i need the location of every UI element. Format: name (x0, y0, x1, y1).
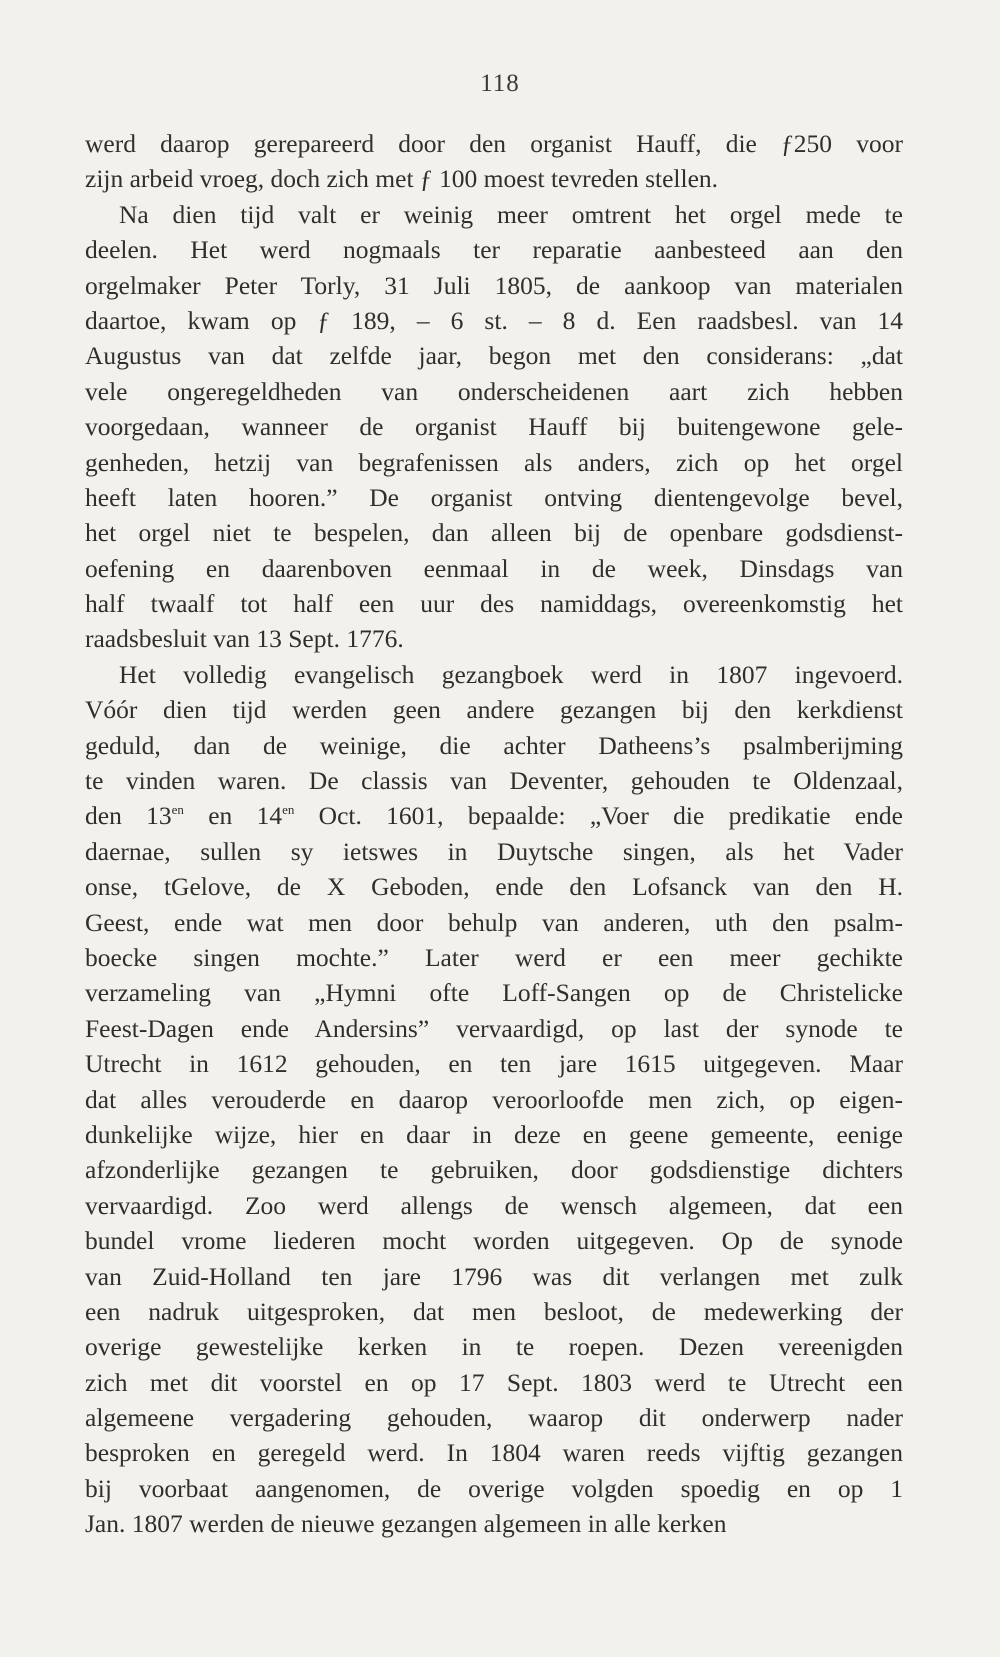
text-line: afzonderlijke gezangen te gebruiken, door godsdienstige dichters (85, 1155, 903, 1185)
text-line: overige gewestelijke kerken in te roepen. Dezen vereenigden (85, 1332, 903, 1362)
text-segment: Oct. 1601, bepaalde: „Voer die predikatie ende (294, 801, 903, 831)
text-line: bij voorbaat aangenomen, de overige volgden spoedig en op 1 (85, 1473, 903, 1503)
text-line: daartoe, kwam op ƒ 189, – 6 st. – 8 d. Een raadsbesl. van 14 (85, 305, 903, 335)
text-line: onse, tGelove, de X Geboden, ende den Lofsanck van den H. (85, 872, 903, 902)
text-line: oefening en daarenboven eenmaal in de week, Dinsdags van (85, 553, 903, 583)
text-line: Jan. 1807 werden de nieuwe gezangen algemeen in alle kerken (85, 1509, 727, 1539)
text-line: boecke singen mochte.” Later werd er een meer gechikte (85, 942, 903, 972)
text-line: daernae, sullen sy ietswes in Duytsche singen, als het Vader (85, 836, 903, 866)
body-text (85, 126, 903, 1542)
text-line: raadsbesluit van 13 Sept. 1776. (85, 624, 404, 654)
text-line: Augustus van dat zelfde jaar, begon met den considerans: „dat (85, 341, 903, 371)
text-segment: den 13 (85, 801, 172, 831)
text-line: algemeene vergadering gehouden, waarop dit onderwerp nader (85, 1403, 903, 1433)
text-line: Feest-Dagen ende Andersins” vervaardigd, op last der synode te (85, 1013, 903, 1043)
text-line: dunkelijke wijze, hier en daar in deze en geene gemeente, eenige (85, 1119, 903, 1149)
text-line: Vóór dien tijd werden geen andere gezangen bij den kerkdienst (85, 695, 903, 725)
text-line: vele ongeregeldheden van onderscheidenen aart zich hebben (85, 376, 903, 406)
text-line: geduld, dan de weinige, die achter Datheens’s psalmberijming (85, 730, 903, 760)
text-line: bundel vrome liederen mocht worden uitgegeven. Op de synode (85, 1226, 903, 1256)
text-line: genheden, hetzij van begrafenissen als anders, zich op het orgel (85, 447, 903, 477)
text-line: het orgel niet te bespelen, dan alleen bij de openbare godsdienst- (85, 518, 903, 548)
text-line: Geest, ende wat men door behulp van anderen, uth den psalm- (85, 907, 903, 937)
text-line: zich met dit voorstel en op 17 Sept. 1803 werd te Utrecht een (85, 1367, 903, 1397)
text-line (85, 798, 903, 833)
text-line: werd daarop gerepareerd door den organist Hauff, die ƒ250 voor (85, 129, 903, 158)
text-line: half twaalf tot half een uur des namiddags, overeenkomstig het (85, 589, 903, 619)
text-line: deelen. Het werd nogmaals ter reparatie aanbesteed aan den (85, 235, 903, 265)
text-line: vervaardigd. Zoo werd allengs de wensch algemeen, dat een (85, 1190, 903, 1220)
text-line: Na dien tijd valt er weinig meer omtrent het orgel mede te (119, 199, 903, 229)
page-number: 118 (480, 70, 520, 97)
superscript: en (171, 802, 184, 818)
text-line: besproken en geregeld werd. In 1804 waren reeds vijftig gezangen (85, 1438, 903, 1468)
text-line: Utrecht in 1612 gehouden, en ten jare 1615 uitgegeven. Maar (85, 1049, 903, 1079)
text-segment: en 14 (183, 801, 283, 831)
text-line: te vinden waren. De classis van Deventer, gehouden te Oldenzaal, (85, 766, 903, 796)
text-line: van Zuid-Holland ten jare 1796 was dit verlangen met zulk (85, 1261, 903, 1291)
superscript: en (282, 802, 295, 818)
text-line: een nadruk uitgesproken, dat men besloot, de medewerking der (85, 1296, 903, 1326)
text-line: dat alles verouderde en daarop veroorloofde men zich, op eigen- (85, 1084, 903, 1114)
text-line: heeft laten hooren.” De organist ontving dientengevolge bevel, (85, 482, 903, 512)
text-line: voorgedaan, wanneer de organist Hauff bij buitengewone gele- (85, 412, 903, 442)
text-line: verzameling van „Hymni ofte Loff-Sangen op de Christelicke (85, 978, 903, 1008)
text-line: orgelmaker Peter Torly, 31 Juli 1805, de aankoop van materialen (85, 270, 903, 300)
text-line: Het volledig evangelisch gezangboek werd in 1807 ingevoerd. (119, 659, 903, 689)
text-line: zijn arbeid vroeg, doch zich met ƒ 100 moest tevreden stellen. (85, 164, 719, 194)
